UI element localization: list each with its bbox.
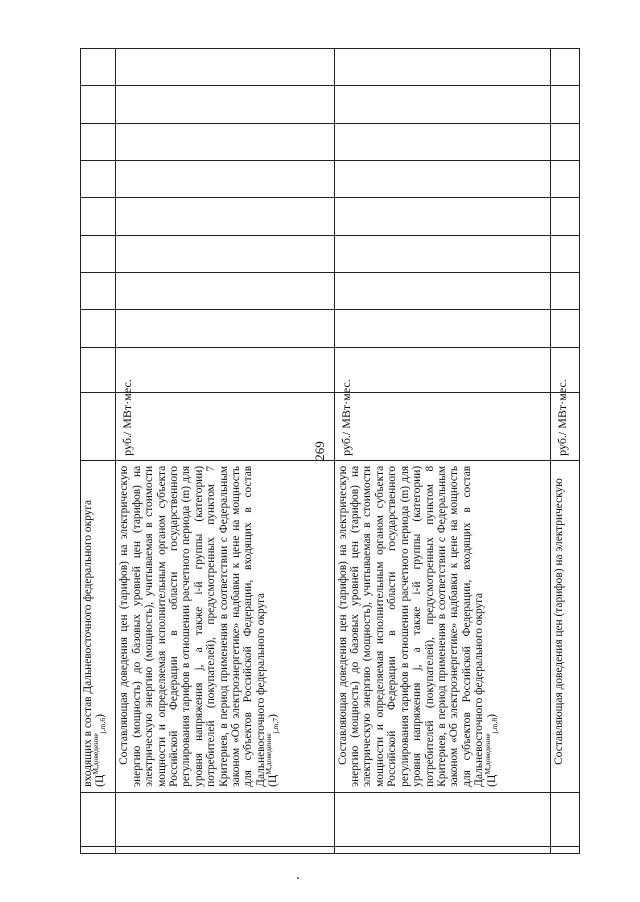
table-cell (334, 273, 550, 310)
description-cell (81, 460, 116, 792)
description-cell (116, 460, 334, 792)
formula-symbol: $(Ц^{М,доведение}_{j,m,6})$ (91, 714, 108, 787)
table-cell (81, 347, 116, 393)
table-cell (116, 310, 334, 347)
table-row (81, 49, 116, 854)
table-cell (81, 273, 116, 310)
table-cell (116, 49, 334, 86)
page-number: 269 (312, 441, 327, 461)
table-cell (116, 347, 334, 393)
unit-label: руб./ МВт·мес. (554, 379, 569, 456)
table-cell (334, 161, 550, 198)
table-cell (116, 198, 334, 235)
table-cell (550, 49, 579, 86)
table-cell (334, 792, 550, 846)
description-cell (550, 460, 579, 792)
table-row (334, 49, 550, 854)
description-cell (334, 460, 550, 792)
unit-label: руб./ МВт·мес. (338, 379, 353, 456)
table-cell (334, 846, 550, 853)
tariff-table (80, 48, 580, 854)
table-cell (81, 198, 116, 235)
table-cell (334, 86, 550, 123)
table-cell (81, 792, 116, 846)
table-row (550, 49, 579, 854)
table-cell (550, 846, 579, 853)
table-cell (116, 123, 334, 160)
table-cell (116, 161, 334, 198)
unit-cell (550, 379, 579, 460)
table-cell (334, 235, 550, 272)
description-text: Составляющая доведения цен (тарифов) на электрическую энергию (мощность) до базовых уровней цен (тарифов) на электрическую энергию (мощность), учитываемая в стоимости мощности и определяемая исполнительным органом субъекта Российской Федерации в области государственного регулирования тарифов в отношении расчетного периода (m) для уровня напряжения j, а также i-й группы (категории) потребителей (покупателей), предусмотренных пунктом 8 Критериев, в период применения в соответствии с Федеральным законом «Об электроэнергетике» надбавки к цене на мощность для субъектов Российской Федерации, входящих в состав Дальневосточного федерального округа (336, 465, 486, 787)
table-cell (550, 310, 579, 347)
table-cell (334, 123, 550, 160)
table-cell (81, 161, 116, 198)
table-cell (81, 49, 116, 86)
table-cell (334, 310, 550, 347)
formula-symbol: $(Ц^{М,доведение}_{j,m,7})$ (264, 714, 281, 787)
unit-cell (81, 393, 116, 460)
table-cell (550, 86, 579, 123)
table-cell (550, 792, 579, 846)
description-text: входящих в состав Дальневосточного федерального округа (82, 499, 94, 787)
table-cell (116, 273, 334, 310)
table-cell (550, 161, 579, 198)
table-cell (550, 273, 579, 310)
table-cell (116, 846, 334, 853)
formula-symbol: $(Ц^{М,доведение}_{j,m,8})$ (482, 714, 499, 787)
table-cell (116, 235, 334, 272)
table-cell (81, 310, 116, 347)
table-row (116, 49, 334, 854)
unit-cell (334, 379, 550, 460)
table-cell (550, 198, 579, 235)
table-cell (550, 123, 579, 160)
description-text: Составляющая доведения цен (тарифов) на электрическую (552, 478, 565, 765)
description-text: Составляющая доведения цен (тарифов) на электрическую энергию (мощность) до базовых уровней цен (тарифов) на электрическую энергию (мощность), учитываемая в стоимости мощности и определяемая исполнительным органом субъекта Российской Федерации в области государственного регулирования тарифов в отношении расчетного периода (m) для уровня напряжения j, а также i-й группы (категории) потребителей (покупателей), предусмотренных пунктом 7 Критериев, в период применения в соответствии с Федеральным законом «Об электроэнергетике» надбавки к цене на мощность для субъектов Российской Федерации, входящих в состав Дальневосточного федерального округа (118, 465, 267, 787)
table-cell (81, 123, 116, 160)
unit-cell (116, 379, 334, 460)
table-cell (116, 792, 334, 846)
table-cell (334, 347, 550, 393)
table-cell (81, 86, 116, 123)
table-cell (334, 49, 550, 86)
table-cell (81, 846, 116, 853)
unit-label: руб./ МВт·мес. (120, 379, 135, 456)
table-cell (550, 235, 579, 272)
table-cell (334, 198, 550, 235)
table-cell (81, 235, 116, 272)
table-cell (116, 86, 334, 123)
